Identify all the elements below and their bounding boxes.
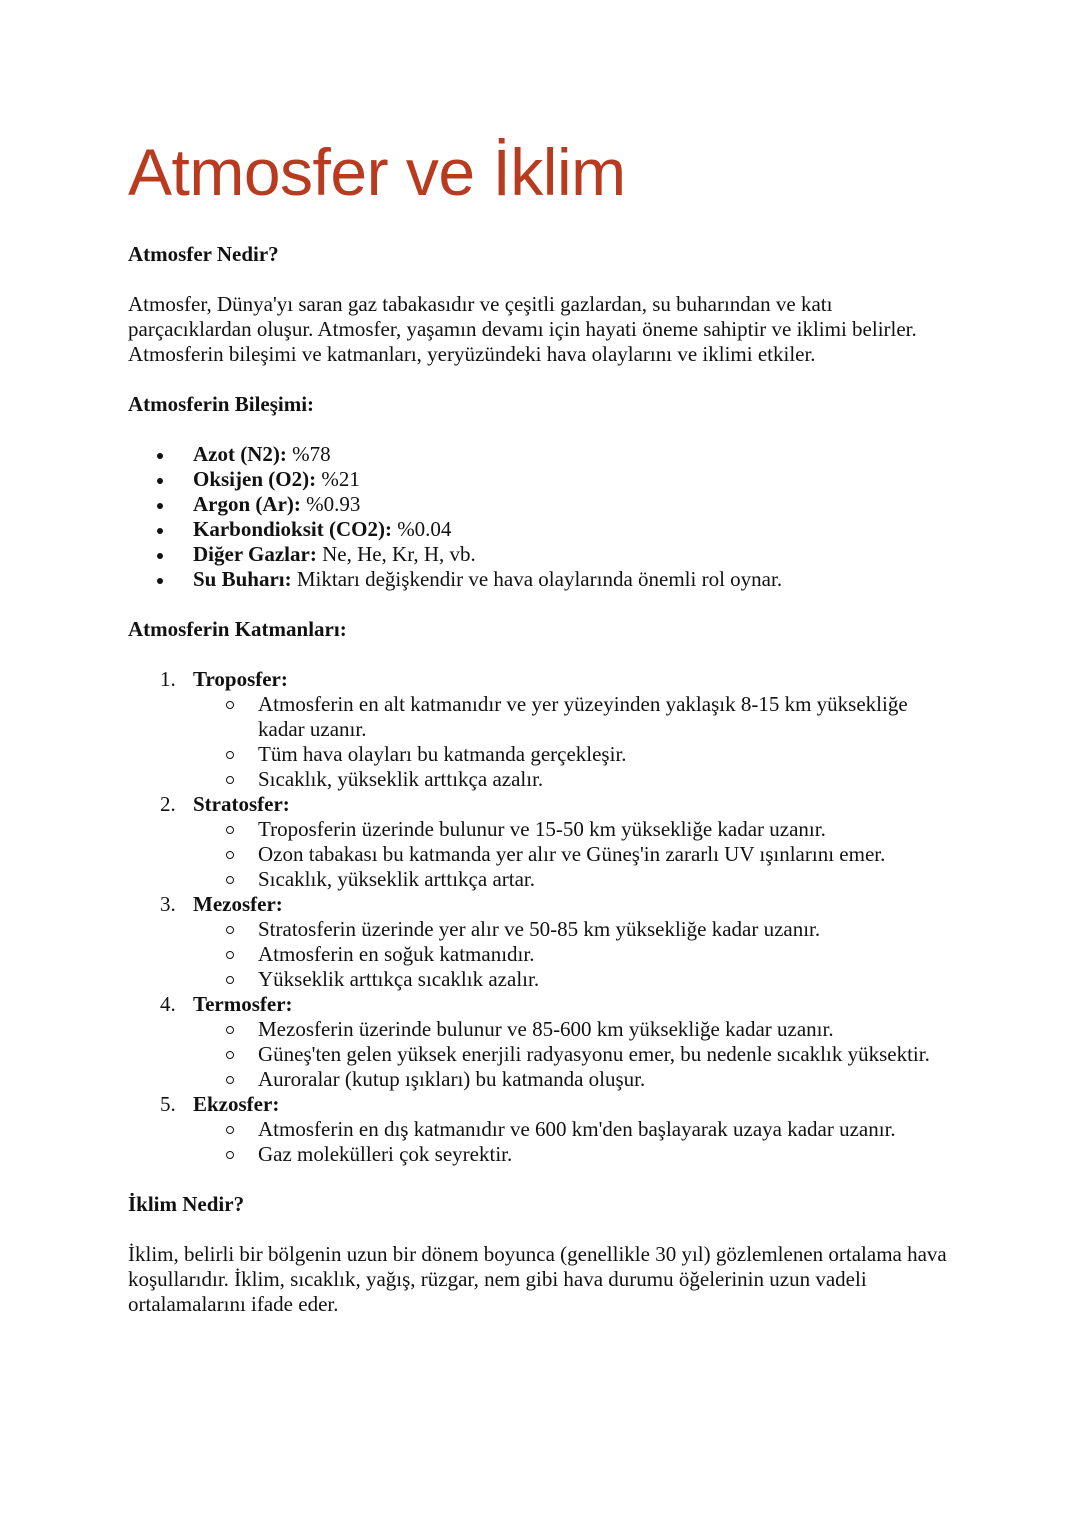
composition-value: %78 xyxy=(286,442,331,466)
circle-bullet-icon xyxy=(226,1151,234,1159)
composition-list xyxy=(128,442,958,592)
layer-point xyxy=(258,942,958,967)
layer-item xyxy=(160,792,958,892)
circle-bullet-icon xyxy=(226,976,234,984)
circle-bullet-icon xyxy=(226,1076,234,1084)
layer-points xyxy=(193,1017,958,1092)
layer-point-text: Auroralar (kutup ışıkları) bu katmanda oluşur. xyxy=(258,1067,646,1091)
layers-list xyxy=(128,667,958,1167)
layer-point xyxy=(258,842,958,867)
layer-point-text: Stratosferin üzerinde yer alır ve 50-85 km yüksekliğe kadar uzanır. xyxy=(258,917,821,941)
bullet-icon xyxy=(157,553,163,559)
layer-point-text: Yükseklik arttıkça sıcaklık azalır. xyxy=(258,967,540,991)
layer-point xyxy=(258,1142,958,1167)
layer-point-text: Sıcaklık, yükseklik arttıkça artar. xyxy=(258,867,535,891)
layer-point xyxy=(258,767,958,792)
paragraph-atmosfer-definition: Atmosfer, Dünya'yı saran gaz tabakasıdır ve çeşitli gazlardan, su buharından ve katı parçacıklardan oluşur. Atmosfer, yaşamın devamı için hayati öneme sahiptir ve iklimi belirler. Atmosferin bileşimi ve katmanları, yeryüzündeki hava olaylarını ve iklimi etkiler. xyxy=(128,292,917,366)
composition-label: Diğer Gazlar: xyxy=(193,542,317,566)
circle-bullet-icon xyxy=(226,776,234,784)
layer-name: Mezosfer: xyxy=(193,892,283,916)
layer-name: Ekzosfer: xyxy=(193,1092,280,1116)
composition-value: Ne, He, Kr, H, vb. xyxy=(316,542,476,566)
composition-value: %0.04 xyxy=(391,517,452,541)
layer-point xyxy=(258,817,958,842)
composition-item xyxy=(193,567,958,592)
circle-bullet-icon xyxy=(226,851,234,859)
layer-name: Termosfer: xyxy=(193,992,293,1016)
layer-item xyxy=(160,992,958,1092)
layer-number: 5. xyxy=(160,1092,176,1116)
layer-point-text: Tüm hava olayları bu katmanda gerçekleşir. xyxy=(258,742,627,766)
layer-point xyxy=(258,967,958,992)
circle-bullet-icon xyxy=(226,751,234,759)
composition-label: Su Buharı: xyxy=(193,567,292,591)
circle-bullet-icon xyxy=(226,951,234,959)
circle-bullet-icon xyxy=(226,701,234,709)
layer-point xyxy=(258,1067,958,1092)
layer-point xyxy=(258,867,958,892)
document-page xyxy=(128,132,958,1317)
layer-point-text: Gaz molekülleri çok seyrektir. xyxy=(258,1142,513,1166)
layer-number: 4. xyxy=(160,992,176,1016)
bullet-icon xyxy=(157,528,163,534)
circle-bullet-icon xyxy=(226,1126,234,1134)
composition-label: Argon (Ar): xyxy=(193,492,301,516)
layer-number: 3. xyxy=(160,892,176,916)
section-heading-iklim-nedir: İklim Nedir? xyxy=(128,1192,245,1216)
layer-point-text: Troposferin üzerinde bulunur ve 15-50 km yüksekliğe kadar uzanır. xyxy=(258,817,826,841)
composition-value: %21 xyxy=(316,467,360,491)
layer-item xyxy=(160,1092,958,1167)
layer-number: 2. xyxy=(160,792,176,816)
layer-name: Stratosfer: xyxy=(193,792,290,816)
layer-point xyxy=(258,1017,958,1042)
composition-label: Oksijen (O2): xyxy=(193,467,317,491)
composition-item xyxy=(193,517,958,542)
circle-bullet-icon xyxy=(226,826,234,834)
layer-point xyxy=(258,917,958,942)
composition-value: Miktarı değişkendir ve hava olaylarında önemli rol oynar. xyxy=(291,567,783,591)
composition-label: Azot (N2): xyxy=(193,442,287,466)
layer-point-text: Atmosferin en dış katmanıdır ve 600 km'den başlayarak uzaya kadar uzanır. xyxy=(258,1117,896,1141)
composition-item xyxy=(193,467,958,492)
layer-point xyxy=(258,742,958,767)
layer-point-text: Atmosferin en soğuk katmanıdır. xyxy=(258,942,535,966)
composition-label: Karbondioksit (CO2): xyxy=(193,517,392,541)
circle-bullet-icon xyxy=(226,876,234,884)
layer-points xyxy=(193,692,958,792)
layer-points xyxy=(193,817,958,892)
section-heading-bilesim: Atmosferin Bileşimi: xyxy=(128,392,315,416)
circle-bullet-icon xyxy=(226,926,234,934)
page-title: Atmosfer ve İklim xyxy=(128,135,626,209)
circle-bullet-icon xyxy=(226,1051,234,1059)
layer-point xyxy=(258,692,958,742)
layer-point xyxy=(258,1042,958,1067)
composition-item xyxy=(193,542,958,567)
bullet-icon xyxy=(157,503,163,509)
bullet-icon xyxy=(157,453,163,459)
circle-bullet-icon xyxy=(226,1026,234,1034)
composition-item xyxy=(193,442,958,467)
layer-point-text: Ozon tabakası bu katmanda yer alır ve Güneş'in zararlı UV ışınlarını emer. xyxy=(258,842,886,866)
composition-value: %0.93 xyxy=(300,492,361,516)
layer-item xyxy=(160,892,958,992)
layer-number: 1. xyxy=(160,667,176,691)
bullet-icon xyxy=(157,578,163,584)
section-heading-katmanlar: Atmosferin Katmanları: xyxy=(128,617,347,641)
composition-item xyxy=(193,492,958,517)
bullet-icon xyxy=(157,478,163,484)
section-heading-atmosfer-nedir: Atmosfer Nedir? xyxy=(128,242,279,266)
layer-point xyxy=(258,1117,958,1142)
layer-point-text: Güneş'ten gelen yüksek enerjili radyasyonu emer, bu nedenle sıcaklık yüksektir. xyxy=(258,1042,930,1066)
paragraph-iklim-definition: İklim, belirli bir bölgenin uzun bir dönem boyunca (genellikle 30 yıl) gözlemlenen ortalama hava koşullarıdır. İklim, sıcaklık, yağış, rüzgar, nem gibi hava durumu öğelerinin uzun vadeli ortalamalarını ifade eder. xyxy=(128,1242,947,1316)
layer-point-text: Mezosferin üzerinde bulunur ve 85-600 km yüksekliğe kadar uzanır. xyxy=(258,1017,834,1041)
layer-item xyxy=(160,667,958,792)
layer-points xyxy=(193,917,958,992)
layer-point-text: Sıcaklık, yükseklik arttıkça azalır. xyxy=(258,767,544,791)
layer-points xyxy=(193,1117,958,1167)
layer-name: Troposfer: xyxy=(193,667,288,691)
layer-point-text: Atmosferin en alt katmanıdır ve yer yüzeyinden yaklaşık 8-15 km yüksekliğe kadar uzanır. xyxy=(258,692,908,741)
